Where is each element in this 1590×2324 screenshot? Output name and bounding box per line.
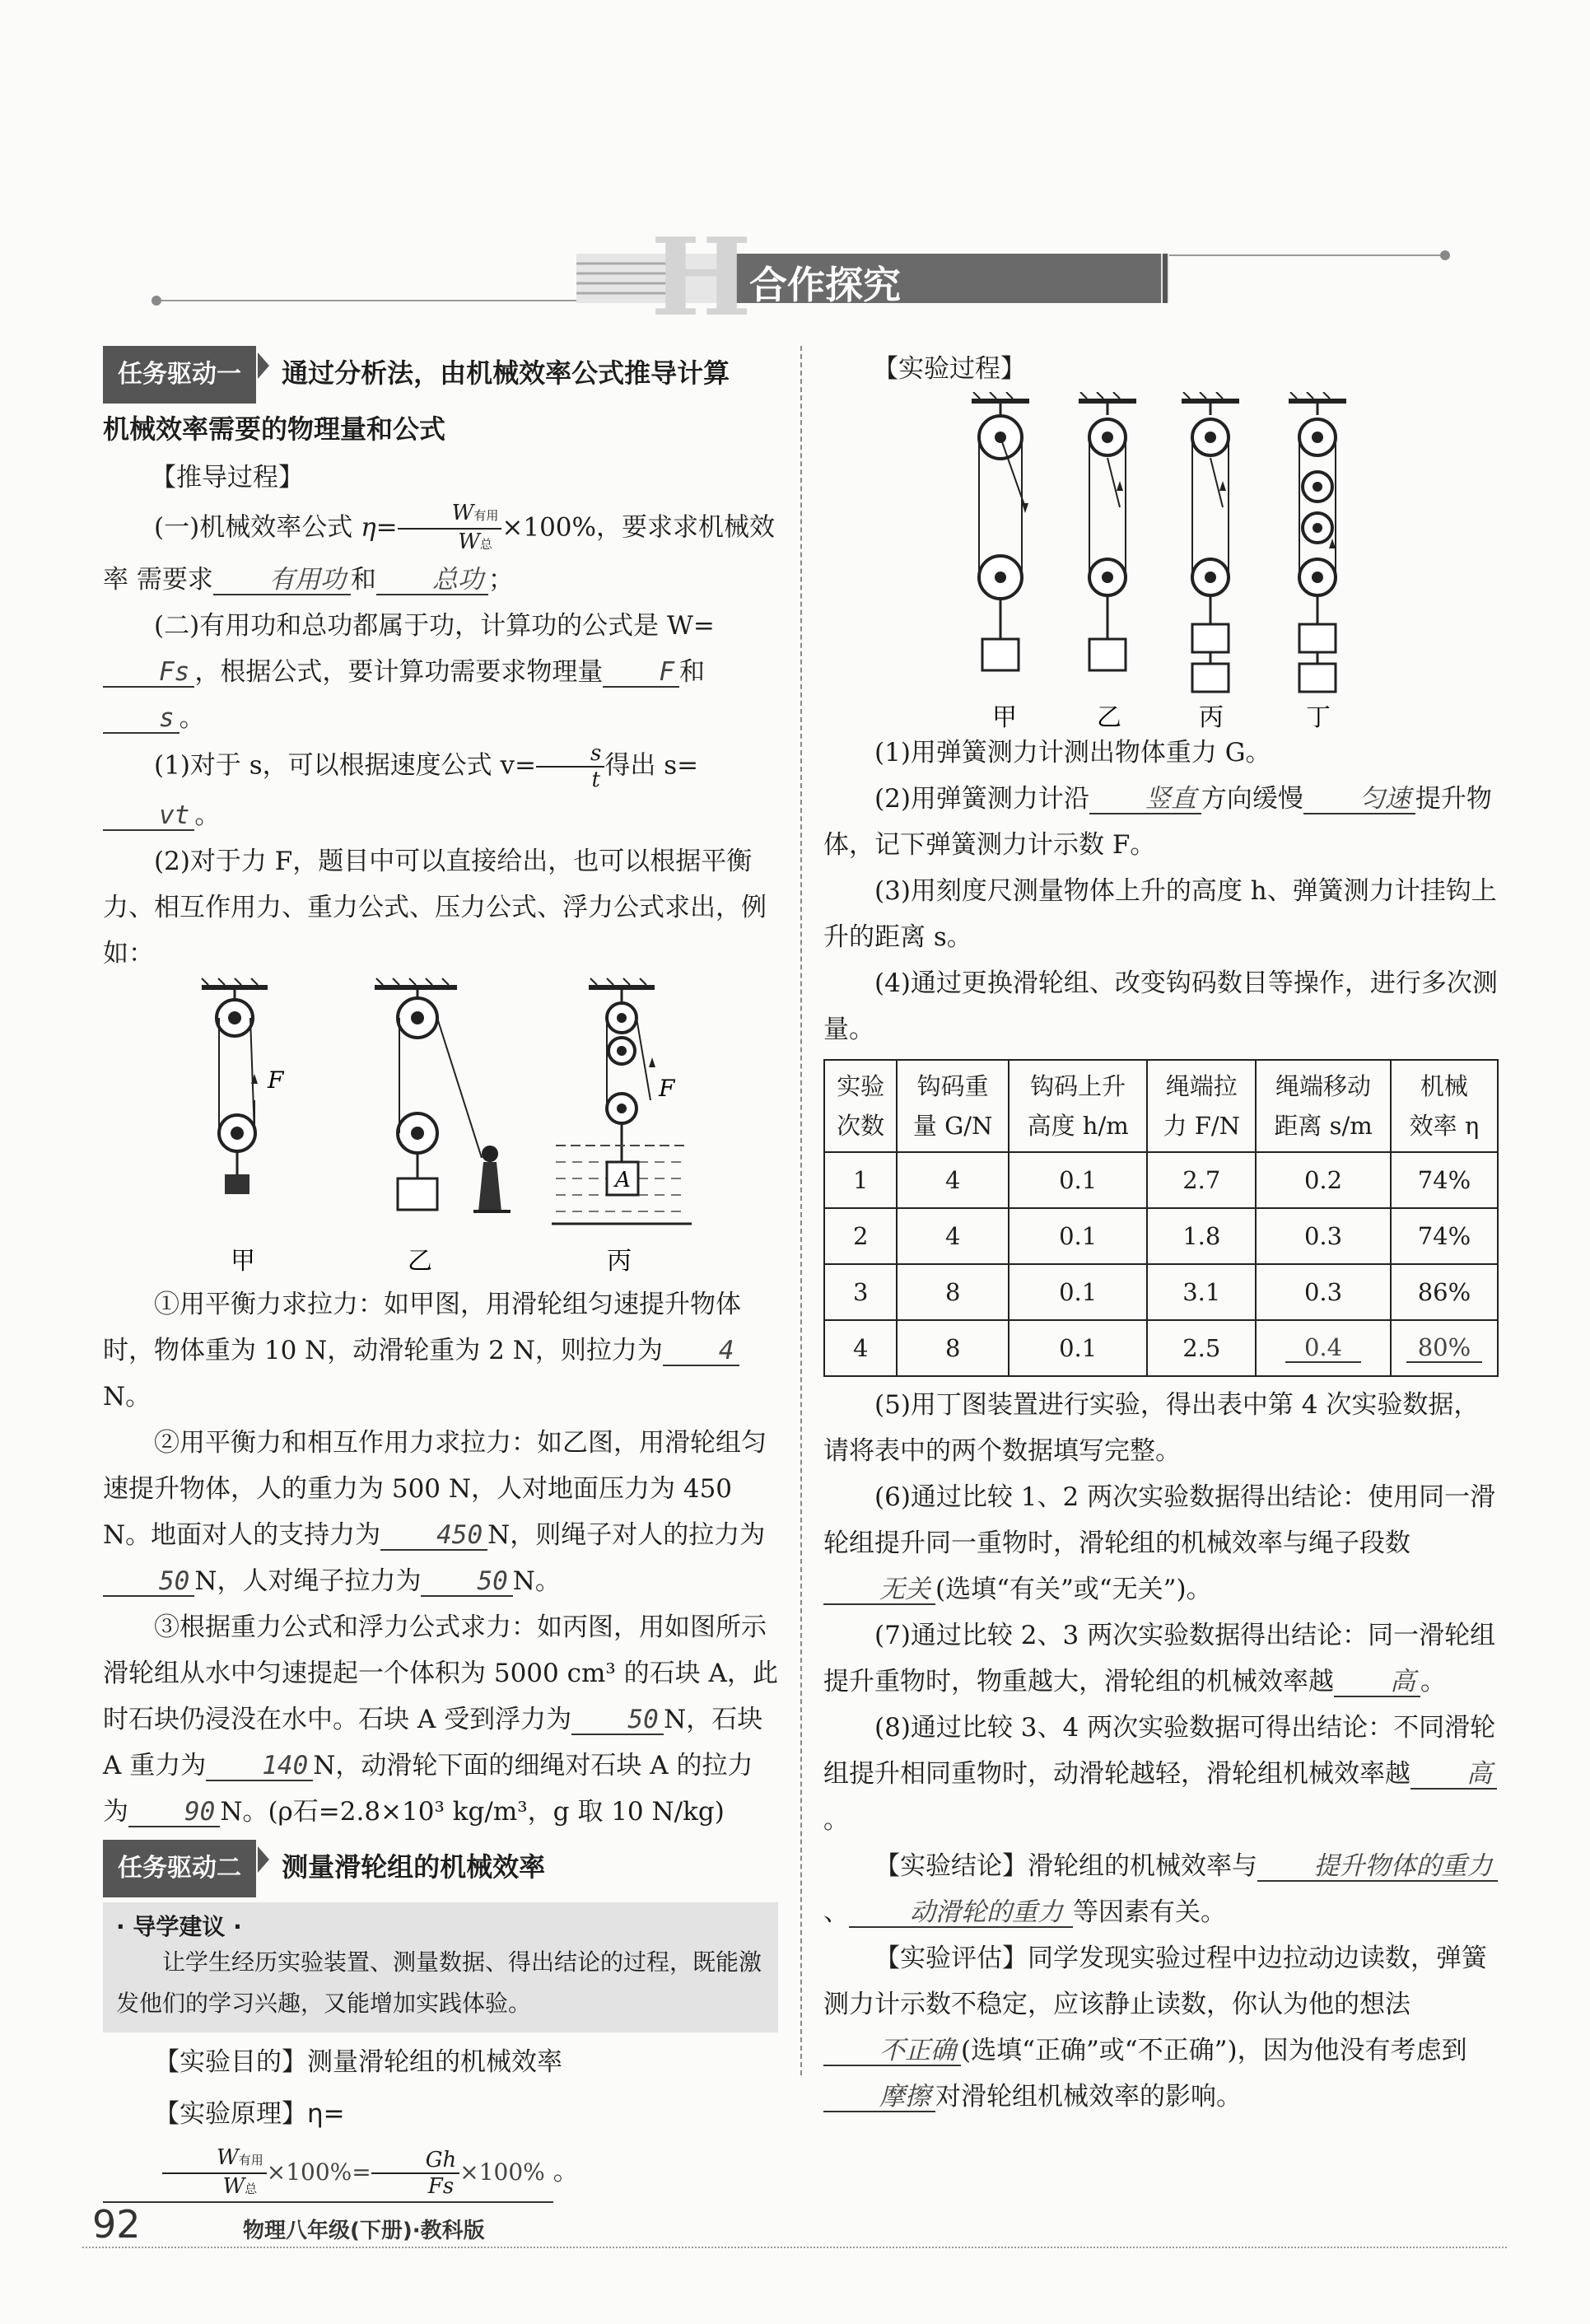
answer-4: 4 [663, 1337, 739, 1366]
header-title: 合作探究 [749, 263, 901, 307]
answer-pulley-weight: 动滑轮的重力 [849, 1898, 1073, 1928]
step-2: (2)用弹簧测力计沿 竖直 方向缓慢 匀速 提升物体，记下弹簧测力计示数 F。 [823, 784, 1492, 860]
setup-label-ding: 丁 [1306, 703, 1331, 730]
pulley-setups-svg [823, 392, 1499, 730]
answer-uniform: 匀速 [1303, 785, 1415, 814]
figure-pulley-setups [823, 392, 1499, 730]
task1-tag: 任务驱动一 [103, 346, 256, 404]
footer [82, 2202, 1507, 2256]
figure-yi-diagram [375, 978, 511, 1211]
table-row: 4 8 0.1 2.5 0.4 80% [824, 1320, 1498, 1376]
step-1: (1)用弹簧测力计测出物体重力 G。 [874, 738, 1271, 768]
answer-140: 140 [206, 1752, 313, 1781]
answer-f: F [603, 658, 679, 688]
answer-total-work: 总功 [376, 566, 488, 595]
fig-bing-force-label: F [659, 1075, 675, 1102]
setup-yi [1079, 392, 1136, 670]
task1-title-line1: 通过分析法，由机械效率公式推导计算 [282, 357, 730, 389]
step-5: (5)用丁图装置进行实验，得出表中第 4 次实验数据，请将表中的两个数据填写完整。 [823, 1390, 1480, 1466]
task2-tag: 任务驱动二 [103, 1840, 256, 1897]
table-header-cell: 钩码上升 高度 h/m [1009, 1060, 1147, 1152]
table-header-cell: 绳端拉 力 F/N [1147, 1060, 1256, 1152]
paragraph-work-formula: (二)有用功和总功都属于功，计算功的公式是 W=Fs ，根据公式，要计算功需要求物理量 F 和s 。 [103, 603, 778, 741]
answer-fs: Fs [103, 658, 194, 688]
answer-s: s [103, 704, 180, 734]
answer-incorrect: 不正确 [823, 2037, 961, 2066]
column-divider [800, 346, 802, 2075]
answer-vt: vt [103, 801, 194, 831]
footer-bar [82, 2247, 1507, 2248]
answer-friction: 摩擦 [823, 2083, 935, 2112]
setup-ding [1289, 392, 1346, 692]
table-header-cell: 钩码重 量 G/N [897, 1060, 1009, 1152]
answer-higher-1: 高 [1334, 1668, 1420, 1697]
answer-50-buoyancy: 50 [571, 1706, 664, 1735]
answer-450: 450 [380, 1521, 487, 1551]
experiment-evaluation: 【实验评估】同学发现实验过程中边拉动边读数，弹簧测力计示数不稳定，应该静止读数，你认为他的想法不正确 (选填“正确”或“不正确”)，因为他没有考虑到摩擦 对滑轮组机械效率的影响。 [823, 1944, 1487, 2112]
table-row: 3 8 0.1 3.1 0.3 86% [824, 1264, 1498, 1320]
task2-title: 测量滑轮组的机械效率 [282, 1851, 546, 1883]
answer-vertical: 竖直 [1089, 785, 1201, 814]
header-letter: H [650, 214, 752, 340]
fraction-w-useful-total: $\frac{\text{W有用}}{\text{W总}}$ [398, 501, 502, 557]
process-label: 【实验过程】 [873, 354, 1026, 384]
paragraph-force: (2)对于力 F，题目中可以直接给出，也可以根据平衡力、相互作用力、重力公式、压力公式、浮力公式求出，例如： [103, 847, 767, 968]
book-title: 物理八年级(下册)·教科版 [243, 2219, 485, 2243]
question-3: ③根据重力公式和浮力公式求力：如丙图，用如图所示滑轮组从水中匀速提起一个体积为 5000 cm³ 的石块 A，此时石块仍浸没在水中。石块 A 受到浮力为 50 N，石块 A 重力为 140 N，动滑轮下面的细绳对石块 A 的拉力为 90 N。(ρ石=2.8×10³ kg/m³，g 取 10 N/kg) [103, 1612, 778, 1827]
answer-cell-distance: 0.4 [1256, 1320, 1391, 1376]
fig-label-jia: 甲 [231, 1247, 255, 1276]
guide-text: 让学生经历实验装置、测量数据、得出结论的过程，既能激发他们的学习兴趣，又能增加实践体验。 [116, 1948, 762, 2017]
step-7: (7)通过比较 2、3 两次实验数据得出结论：同一滑轮组提升重物时，物重越大，滑轮组的机械效率越 高 。 [823, 1621, 1496, 1696]
experiment-principle: 【实验原理】η= $\frac{\text{W有用}}{\text{W总}}$ ×100%= $\frac{Gh}{Fs}$ ×100% 。 [103, 2085, 778, 2203]
setup-label-bing: 丙 [1199, 703, 1224, 730]
right-column [823, 346, 1499, 2120]
table-row: 1 4 0.1 2.7 0.2 74% [824, 1152, 1498, 1208]
answer-useful-work: 有用功 [213, 566, 351, 595]
table-header-cell: 绳端移动 距离 s/m [1256, 1060, 1391, 1152]
setup-label-jia: 甲 [992, 703, 1017, 730]
step-3: (3)用刻度尺测量物体上升的高度 h、弹簧测力计挂钩上升的距离 s。 [823, 876, 1497, 952]
step-8: (8)通过比较 3、4 两次实验数据可得出结论：不同滑轮组提升相同重物时，动滑轮越轻，滑轮组机械效率越 高。 [823, 1713, 1496, 1835]
paragraph-distance: (1)对于 s，可以根据速度公式 v= $\frac{s}{t}$ 得出 s=vt 。 [103, 741, 778, 838]
step-4: (4)通过更换滑轮组、改变钩码数目等操作，进行多次测量。 [823, 968, 1498, 1044]
figure-pulley-examples [103, 977, 778, 1281]
guide-box [103, 1902, 778, 2032]
paragraph-efficiency-formula: (一)机械效率公式 η= $\frac{\text{W有用}}{\text{W总}}$ ×100%，要求求机械效率 需要求 有用功 和 总功 ； [103, 501, 775, 595]
fig-label-bing: 丙 [607, 1247, 632, 1276]
answer-unrelated: 无关 [823, 1575, 935, 1605]
question-1: ①用平衡力求拉力：如甲图，用滑轮组匀速提升物体时，物体重为 10 N，动滑轮重为 2 N，则拉力为 4N。 [103, 1290, 741, 1412]
table-header-cell: 机械 效率 η [1391, 1060, 1498, 1152]
setup-bing [1182, 392, 1239, 692]
task1-title-line2: 机械效率需要的物理量和公式 [103, 413, 446, 445]
derivation-label: 【推导过程】 [151, 463, 304, 492]
setup-label-yi: 乙 [1097, 703, 1121, 730]
fig-jia-force-label: F [268, 1066, 284, 1094]
step-6: (6)通过比较 1、2 两次实验数据得出结论：使用同一滑轮组提升同一重物时，滑轮组的机械效率与绳子段数无关 (选填“有关”或“无关”)。 [823, 1482, 1496, 1604]
fig-bing-stone-label: A [615, 1168, 631, 1192]
table-row: 2 4 0.1 1.8 0.3 74% [824, 1208, 1498, 1264]
figure-jia-diagram [202, 978, 268, 1194]
section-header [148, 214, 1457, 340]
experiment-conclusion: 【实验结论】滑轮组的机械效率与 提升物体的重力、 动滑轮的重力 等因素有关。 [823, 1843, 1499, 1935]
question-2: ②用平衡力和相互作用力求拉力：如乙图，用滑轮组匀速提升物体，人的重力为 500 N，人对地面压力为 450 N。地面对人的支持力为 450 N，则绳子对人的拉力为50 N，人对绳子拉力为 50 N。 [103, 1428, 767, 1596]
page-number: 92 [92, 2202, 141, 2247]
answer-cell-efficiency: 80% [1391, 1320, 1498, 1376]
task1-heading [103, 346, 778, 455]
guide-title: · 导学建议 · [116, 1913, 242, 1940]
experiment-purpose: 【实验目的】测量滑轮组的机械效率 [154, 2047, 562, 2077]
task2-heading [103, 1840, 778, 1897]
table-header-cell: 实验 次数 [824, 1060, 897, 1152]
answer-object-weight: 提升物体的重力 [1257, 1852, 1498, 1882]
answer-higher-2: 高 [1410, 1760, 1497, 1790]
left-column [103, 346, 778, 2203]
fraction-s-over-t: $\frac{s}{t}$ [536, 741, 604, 792]
fig-label-yi: 乙 [408, 1247, 432, 1276]
answer-50-rope: 50 [103, 1567, 194, 1597]
table-header-row [824, 1060, 1498, 1152]
answer-50-person: 50 [421, 1567, 512, 1597]
answer-principle: $\frac{\text{W有用}}{\text{W总}}$ ×100%= $\frac{Gh}{Fs}$ ×100% [103, 2143, 553, 2203]
answer-90: 90 [128, 1798, 220, 1827]
data-table [823, 1059, 1499, 1377]
pulley-examples-svg [103, 977, 778, 1281]
setup-jia [972, 392, 1029, 670]
